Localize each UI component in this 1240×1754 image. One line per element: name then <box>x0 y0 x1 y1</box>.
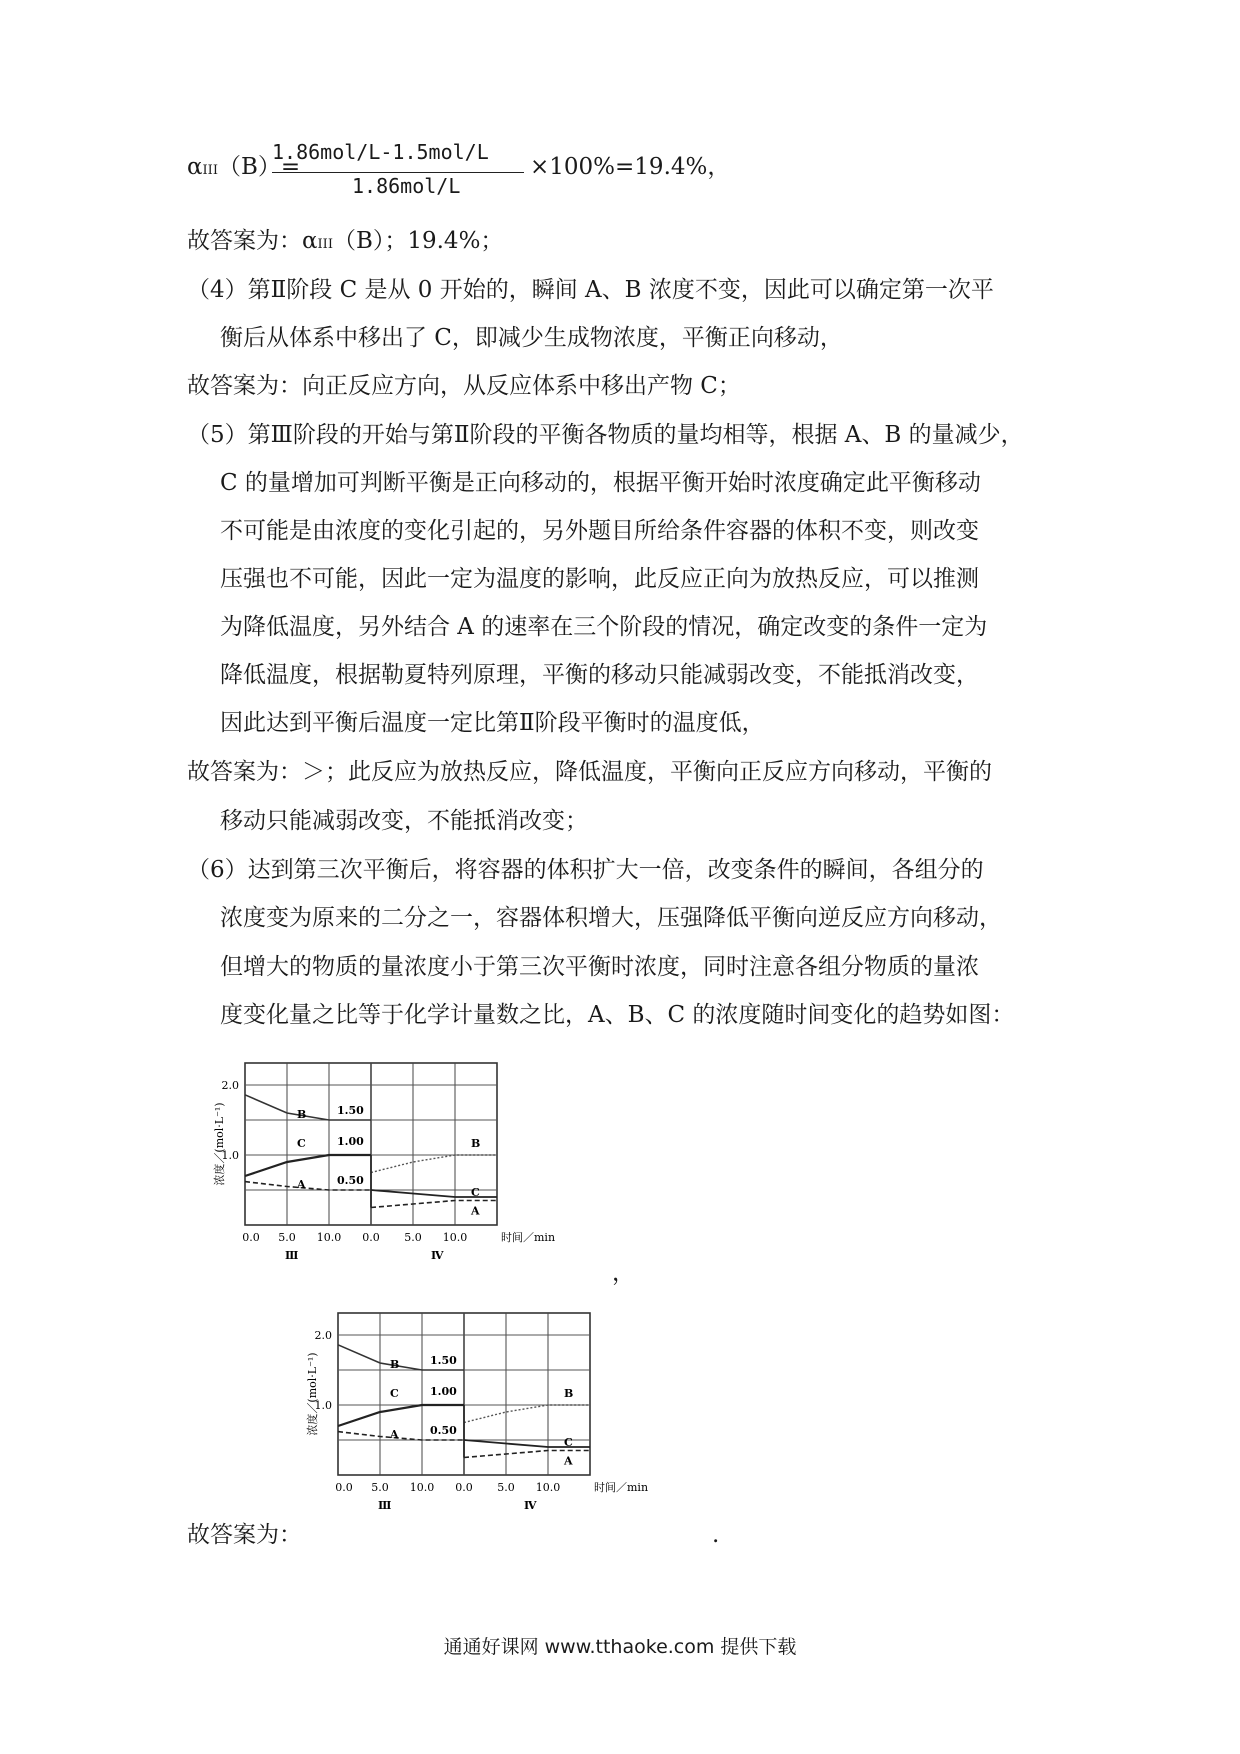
y-tick-label: 2.0 <box>221 1079 239 1092</box>
alpha-symbol: α <box>187 154 203 180</box>
conversion-fraction <box>272 140 527 210</box>
x-tick-label: 0.0 <box>455 1481 473 1494</box>
x-tick-label: 10.0 <box>316 1231 342 1244</box>
stage-label: Ⅲ <box>285 1249 299 1262</box>
x-tick-label: 10.0 <box>442 1231 468 1244</box>
answer-5-line-1: 故答案为：＞；此反应为放热反应，降低温度，平衡向正反应方向移动，平衡的 <box>187 759 992 785</box>
series-label-c: C <box>471 1186 480 1199</box>
para-6-line-3: 但增大的物质的量浓度小于第三次平衡时浓度，同时注意各组分物质的量浓 <box>220 954 979 980</box>
series-b-stage4-line <box>464 1405 590 1423</box>
para-6-line-2: 浓度变为原来的二分之一，容器体积增大，压强降低平衡向逆反应方向移动， <box>220 905 1002 931</box>
value-label: 1.00 <box>430 1385 457 1398</box>
answer-3 <box>187 226 503 260</box>
series-label-a: A <box>297 1178 306 1191</box>
alpha-subscript: III <box>202 163 218 178</box>
para-5-line-2: C 的量增加可判断平衡是正向移动的，根据平衡开始时浓度确定此平衡移动 <box>220 470 981 496</box>
stage-label: Ⅳ <box>524 1499 537 1512</box>
x-axis-label: 时间／min <box>594 1481 649 1494</box>
series-label-a: A <box>390 1428 399 1441</box>
value-label: 0.50 <box>430 1424 457 1437</box>
x-tick-label: 10.0 <box>535 1481 561 1494</box>
para-5-line-6: 降低温度，根据勒夏特列原理，平衡的移动只能减弱改变，不能抵消改变， <box>220 662 979 688</box>
x-tick-label: 5.0 <box>278 1231 296 1244</box>
para-5-line-7: 因此达到平衡后温度一定比第Ⅱ阶段平衡时的温度低， <box>220 710 765 736</box>
value-label: 1.50 <box>337 1104 364 1117</box>
series-label-c: C <box>564 1436 573 1449</box>
page-footer: 通通好课网 www.tthaoke.com 提供下载 <box>443 1636 797 1658</box>
alpha-symbol: α <box>302 228 318 254</box>
stage-label: Ⅲ <box>378 1499 392 1512</box>
x-tick-label: 0.0 <box>335 1481 353 1494</box>
para-5-line-3: 不可能是由浓度的变化引起的，另外题目所给条件容器的体积不变，则改变 <box>220 518 979 544</box>
fraction-numerator: 1.86mol/L-1.5mol/L <box>272 140 489 164</box>
x-tick-label: 5.0 <box>404 1231 422 1244</box>
series-label-b: B <box>471 1137 481 1150</box>
x-tick-label: 5.0 <box>371 1481 389 1494</box>
answer-4: 故答案为：向正反应方向，从反应体系中移出产物 C； <box>187 373 741 399</box>
series-label-b: B <box>297 1108 307 1121</box>
series-b-stage4-line <box>371 1155 497 1173</box>
value-label: 0.50 <box>337 1174 364 1187</box>
fraction-bar <box>272 172 524 173</box>
series-label-c: C <box>297 1137 306 1150</box>
x-tick-label: 0.0 <box>242 1231 260 1244</box>
alpha-subscript: III <box>317 237 333 252</box>
y-tick-label: 2.0 <box>314 1329 332 1342</box>
series-label-a: A <box>471 1204 480 1218</box>
formula-target: （B）= <box>217 154 301 180</box>
stage-label: Ⅳ <box>431 1249 444 1262</box>
para-6-line-1: （6）达到第三次平衡后，将容器的体积扩大一倍，改变条件的瞬间，各组分的 <box>187 857 984 883</box>
series-label-b: B <box>564 1387 574 1400</box>
para-5-line-5: 为降低温度，另外结合 A 的速率在三个阶段的情况，确定改变的条件一定为 <box>220 614 988 640</box>
y-tick-label: 1.0 <box>221 1149 239 1162</box>
para-4-line-1: （4）第Ⅱ阶段 C 是从 0 开始的，瞬间 A、B 浓度不变，因此可以确定第一次平 <box>187 277 994 303</box>
formula-result: ×100%=19.4%， <box>530 154 731 180</box>
value-label: 1.50 <box>430 1354 457 1367</box>
series-c-stage3-line <box>245 1155 371 1176</box>
para-4-line-2: 衡后从体系中移出了 C，即减少生成物浓度，平衡正向移动， <box>220 325 843 351</box>
x-tick-label: 5.0 <box>497 1481 515 1494</box>
answer-6-period: . <box>712 1522 720 1548</box>
fraction-denominator: 1.86mol/L <box>352 174 461 198</box>
answer-5-line-2: 移动只能减弱改变，不能抵消改变； <box>220 808 588 834</box>
y-axis-label: 浓度／(mol·L⁻¹) <box>213 1102 226 1186</box>
series-label-c: C <box>390 1387 399 1400</box>
value-label: 1.00 <box>337 1135 364 1148</box>
x-tick-label: 0.0 <box>362 1231 380 1244</box>
concentration-time-chart-1 <box>215 1055 635 1285</box>
answer-text: （B）；19.4%； <box>332 228 504 254</box>
x-tick-label: 10.0 <box>409 1481 435 1494</box>
para-5-line-1: （5）第Ⅲ阶段的开始与第Ⅱ阶段的平衡各物质的量均相等，根据 A、B 的量减少， <box>187 422 1024 448</box>
series-label-a: A <box>564 1454 573 1468</box>
y-axis-label: 浓度／(mol·L⁻¹) <box>306 1352 319 1436</box>
answer-prefix: 故答案为： <box>187 228 302 254</box>
caption-comma: ， <box>612 1260 635 1286</box>
series-c-stage3-line <box>338 1405 464 1426</box>
answer-6-prefix: 故答案为： <box>187 1522 302 1548</box>
series-label-b: B <box>390 1358 400 1371</box>
para-6-line-4: 度变化量之比等于化学计量数之比，A、B、C 的浓度随时间变化的趋势如图： <box>220 1002 1015 1028</box>
y-tick-label: 1.0 <box>314 1399 332 1412</box>
concentration-time-chart-2 <box>308 1305 728 1535</box>
x-axis-label: 时间／min <box>501 1231 556 1244</box>
para-5-line-4: 压强也不可能，因此一定为温度的影响，此反应正向为放热反应，可以推测 <box>220 566 979 592</box>
